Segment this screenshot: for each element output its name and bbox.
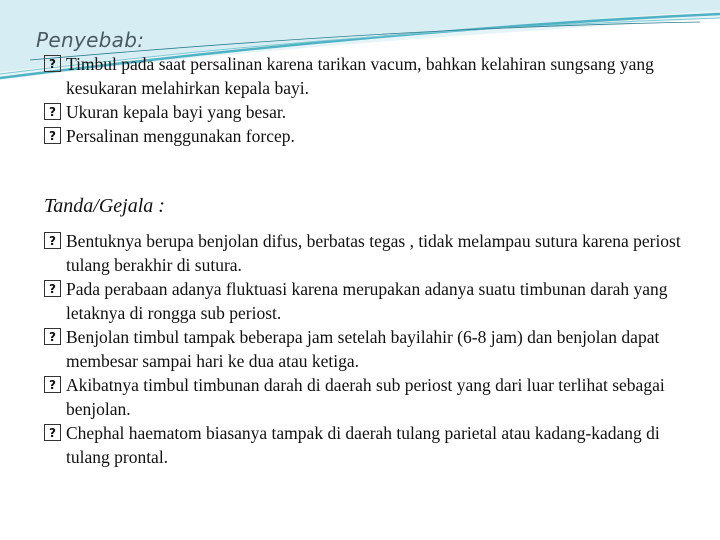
list-item-text: Akibatnya timbul timbunan darah di daerah sub periost yang dari luar terlihat sebagai benjolan.: [66, 375, 665, 419]
list-item-text: Ukuran kepala bayi yang besar.: [66, 102, 287, 122]
list-item: [44, 277, 700, 325]
bullet-icon: ?: [44, 103, 61, 120]
bullet-icon: ?: [44, 127, 61, 144]
bullet-icon: ?: [44, 424, 61, 441]
list-item: [44, 229, 700, 277]
bullet-icon: ?: [44, 55, 61, 72]
bullet-icon: ?: [44, 280, 61, 297]
list-item-text: Pada perabaan adanya fluktuasi karena merupakan adanya suatu timbunan darah yang letaknya di rongga sub periost.: [66, 279, 668, 323]
list-item-text: Persalinan menggunakan forcep.: [66, 126, 295, 146]
bullet-icon: ?: [44, 376, 61, 393]
signs-list: [44, 229, 700, 469]
causes-list: [44, 52, 700, 148]
list-item-text: Benjolan timbul tampak beberapa jam setelah bayilahir (6-8 jam) dan benjolan dapat membesar sampai hari ke dua atau ketiga.: [66, 327, 660, 371]
list-item: [44, 325, 700, 373]
list-item: [44, 421, 700, 469]
bullet-icon: ?: [44, 328, 61, 345]
list-item: [44, 373, 700, 421]
list-item-text: Chephal haematom biasanya tampak di daerah tulang parietal atau kadang-kadang di tulang prontal.: [66, 423, 660, 467]
list-item: [44, 100, 700, 124]
section-subtitle: Tanda/Gejala :: [44, 195, 165, 217]
list-item: [44, 124, 700, 148]
list-item-text: Timbul pada saat persalinan karena tarikan vacum, bahkan kelahiran sungsang yang kesukaran melahirkan kepala bayi.: [66, 54, 654, 98]
list-item-text: Bentuknya berupa benjolan difus, berbatas tegas , tidak melampau sutura karena periost tulang berakhir di sutura.: [66, 231, 681, 275]
list-item: [44, 52, 700, 100]
page-title: Penyebab:: [36, 28, 145, 52]
bullet-icon: ?: [44, 232, 61, 249]
